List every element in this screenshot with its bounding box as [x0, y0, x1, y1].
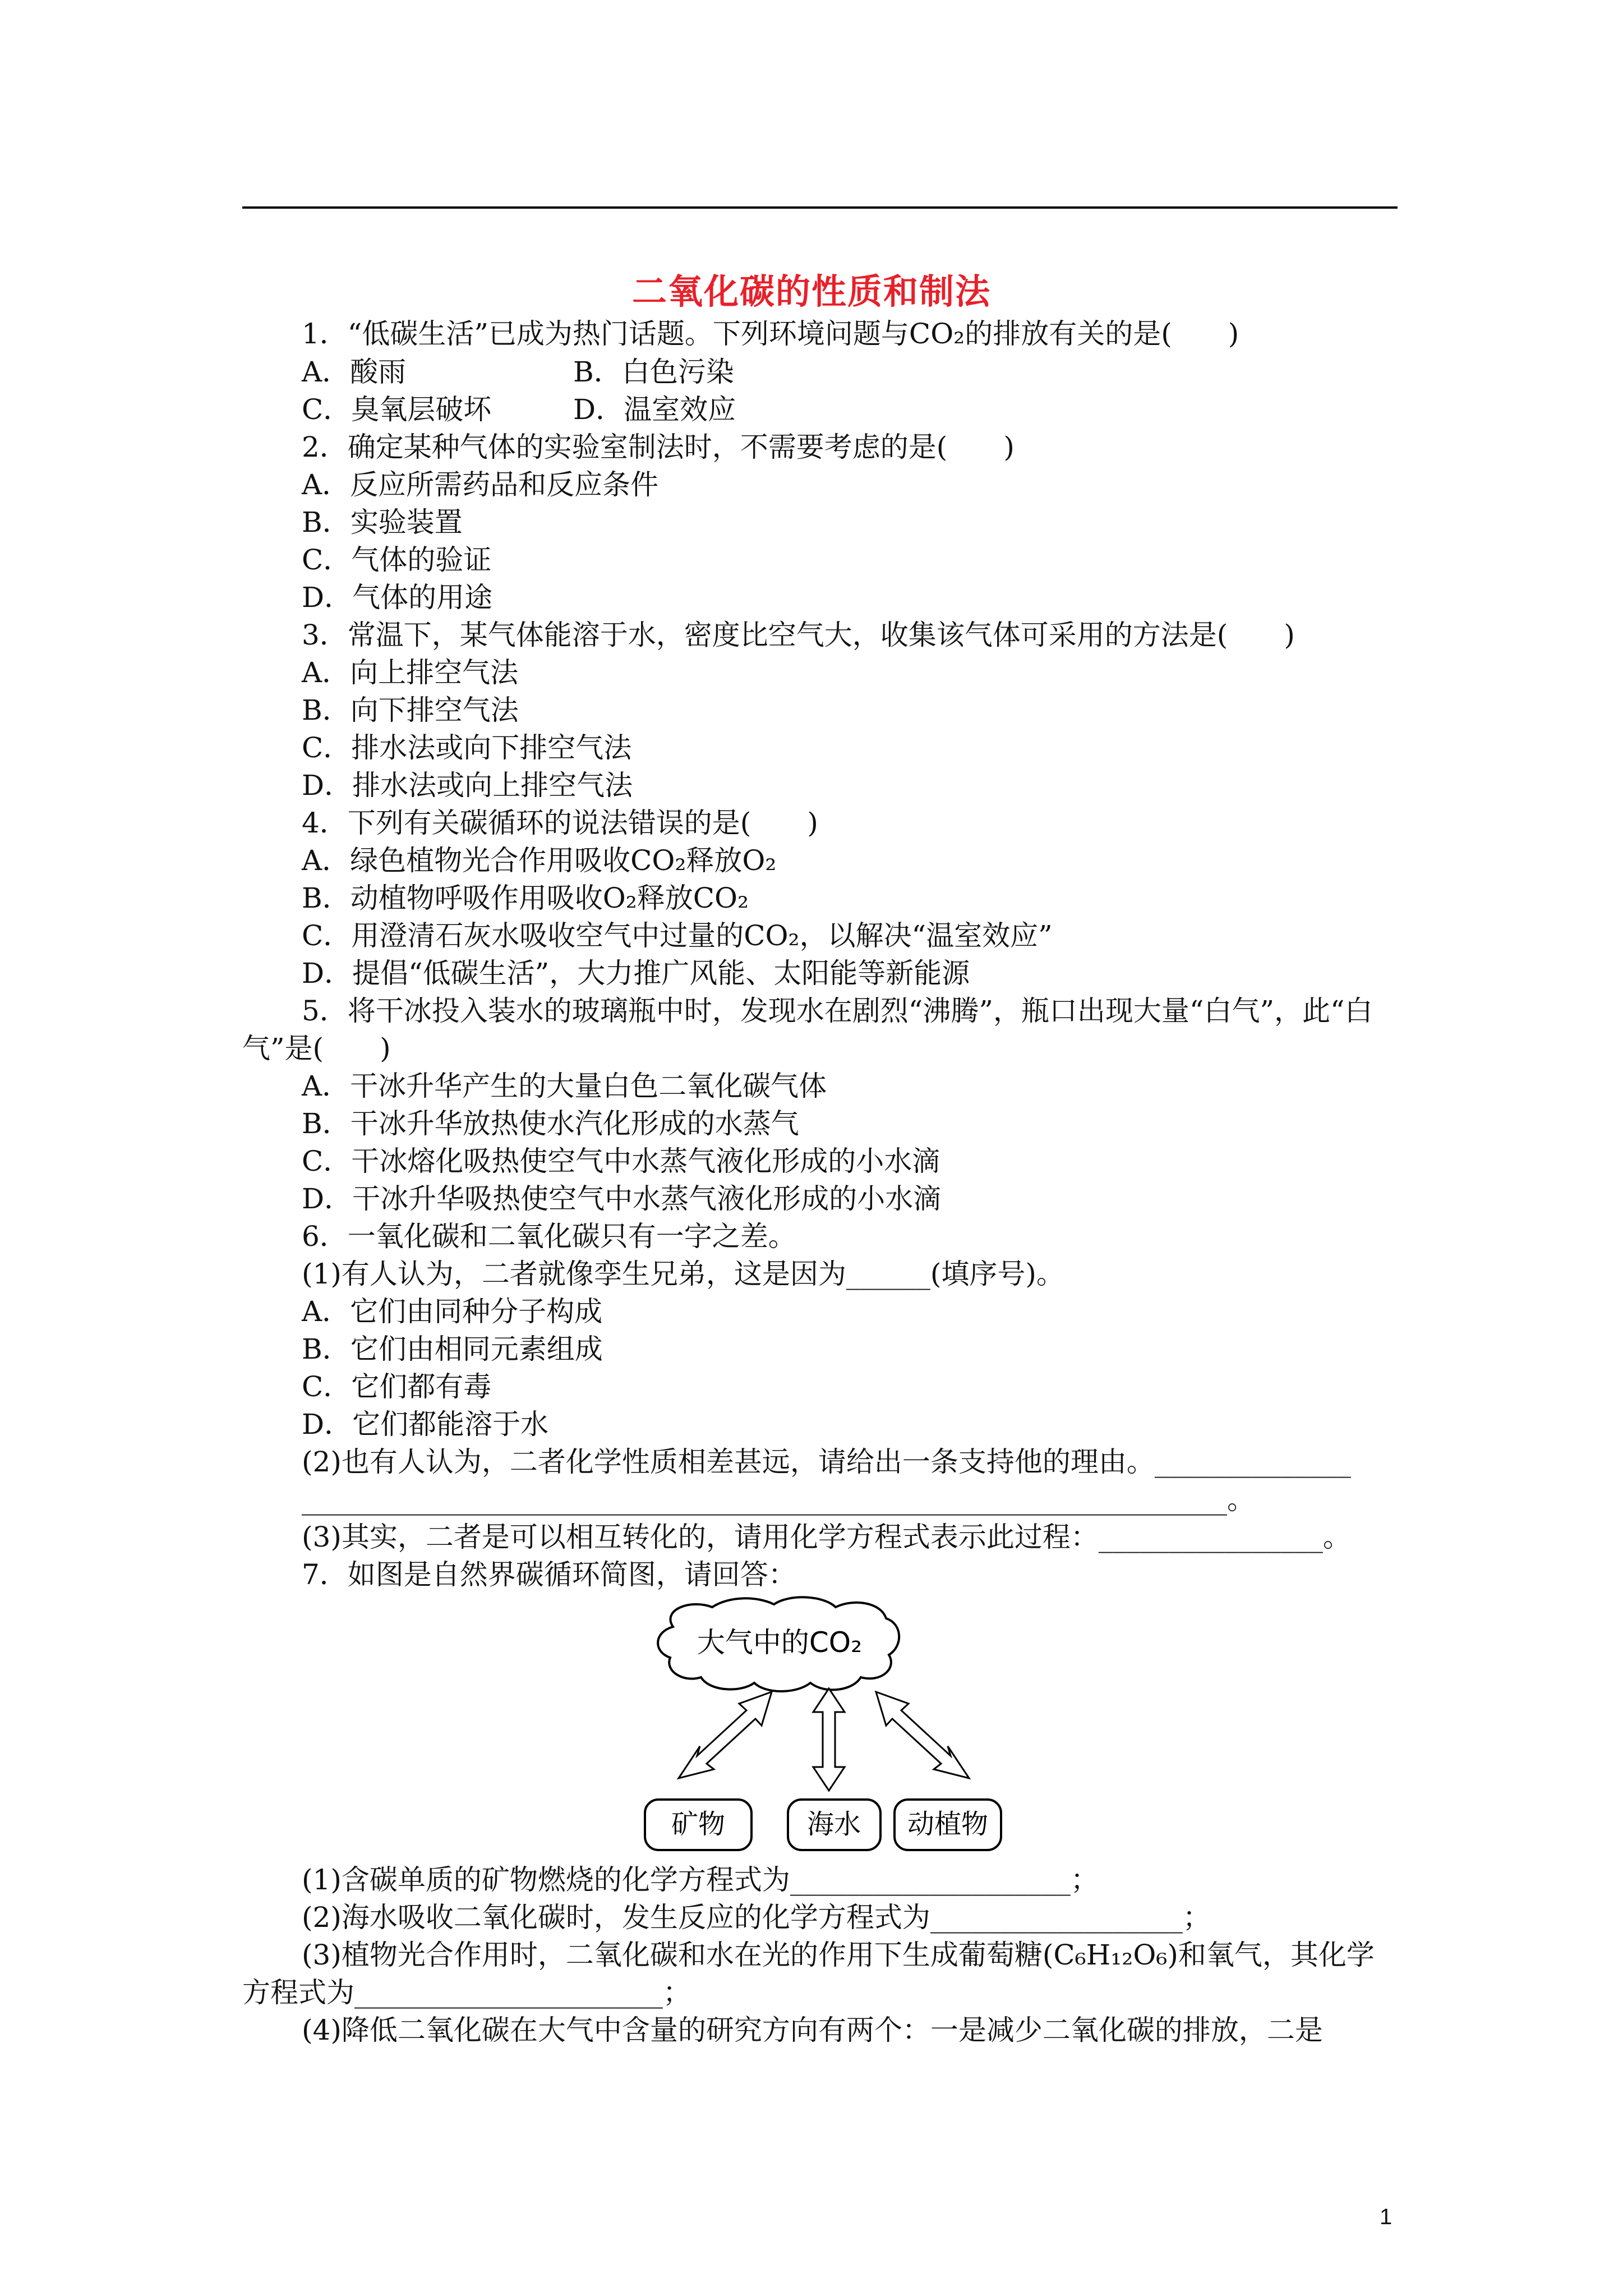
q7-part1: (1)含碳单质的矿物燃烧的化学方程式为____________________； [302, 1864, 1099, 1896]
page-title: 二氧化碳的性质和制法 [631, 271, 991, 312]
q7-stem: 7．如图是自然界碳循环简图，请回答： [302, 1558, 796, 1591]
q7-part2: (2)海水吸收二氧化碳时，发生反应的化学方程式为__________________； [302, 1901, 1211, 1934]
q1-option-a: A．酸雨 [302, 356, 407, 388]
q6-option-b: B．它们由相同元素组成 [302, 1333, 603, 1365]
q7-part3-cont: 方程式为______________________； [242, 1976, 691, 2009]
box-minerals-label: 矿物 [671, 1809, 726, 1840]
q3-option-d: D．排水法或向上排空气法 [302, 769, 633, 802]
q6-option-d: D．它们都能溶于水 [302, 1408, 549, 1441]
q4-stem: 4．下列有关碳循环的说法错误的是( ) [302, 807, 818, 839]
q5-stem-cont: 气”是( ) [242, 1032, 391, 1065]
q3-stem: 3．常温下，某气体能溶于水，密度比空气大，收集该气体可采用的方法是( ) [302, 619, 1295, 651]
q6-stem: 6．一氧化碳和二氧化碳只有一字之差。 [302, 1220, 796, 1253]
box-plants-animals-label: 动植物 [907, 1809, 989, 1840]
q5-option-a: A．干冰升华产生的大量白色二氧化碳气体 [302, 1070, 827, 1102]
q1-option-c: C．臭氧层破坏 [302, 393, 492, 426]
q5-stem: 5．将干冰投入装水的玻璃瓶中时，发现水在剧烈“沸腾”，瓶口出现大量“白气”，此“白 [302, 995, 1373, 1027]
q5-option-b: B．干冰升华放热使水汽化形成的水蒸气 [302, 1107, 799, 1140]
header-rule [242, 206, 1398, 209]
q5-option-d: D．干冰升华吸热使空气中水蒸气液化形成的小水滴 [302, 1182, 942, 1215]
q1-option-d: D．温室效应 [573, 393, 736, 426]
q7-part4: (4)降低二氧化碳在大气中含量的研究方向有两个：一是减少二氧化碳的排放，二是 [302, 2014, 1323, 2046]
q4-option-c: C．用澄清石灰水吸收空气中过量的CO₂，以解决“温室效应” [302, 919, 1053, 952]
q6-part2-blank: __________________________________________________________________。 [302, 1483, 1255, 1516]
q6-option-c: C．它们都有毒 [302, 1370, 492, 1403]
q3-option-b: B．向下排空气法 [302, 694, 519, 726]
q7-part3: (3)植物光合作用时，二氧化碳和水在光的作用下生成葡萄糖(C₆H₁₂O₆)和氧气，其化学 [302, 1939, 1375, 1971]
q3-option-a: A．向上排空气法 [302, 656, 519, 689]
arrow-left [679, 1692, 772, 1778]
q4-option-a: A．绿色植物光合作用吸收CO₂释放O₂ [302, 844, 777, 877]
q2-option-d: D．气体的用途 [302, 581, 493, 614]
q4-option-b: B．动植物呼吸作用吸收O₂释放CO₂ [302, 882, 749, 914]
q1-stem: 1．“低碳生活”已成为热门话题。下列环境问题与CO₂的排放有关的是( ) [302, 318, 1239, 350]
q2-option-c: C．气体的验证 [302, 544, 492, 576]
q2-option-a: A．反应所需药品和反应条件 [302, 468, 659, 501]
q6-part2: (2)也有人认为，二者化学性质相差甚远，请给出一条支持他的理由。______________ [302, 1446, 1351, 1478]
arrow-middle [813, 1688, 845, 1791]
q1-option-b: B．白色污染 [573, 356, 734, 388]
q4-option-d: D．提倡“低碳生活”，大力推广风能、太阳能等新能源 [302, 957, 970, 990]
q6-part1: (1)有人认为，二者就像孪生兄弟，这是因为______(填序号)。 [302, 1258, 1064, 1290]
q6-option-a: A．它们由同种分子构成 [302, 1295, 603, 1328]
arrow-right [876, 1692, 969, 1778]
page-number: 1 [1380, 2205, 1393, 2229]
q3-option-c: C．排水法或向下排空气法 [302, 731, 632, 764]
box-seawater-label: 海水 [806, 1809, 861, 1840]
q2-option-b: B．实验装置 [302, 506, 463, 539]
carbon-cycle-diagram [639, 1593, 1004, 1851]
q6-part3: (3)其实，二者是可以相互转化的，请用化学方程式表示此过程：________________。 [302, 1521, 1351, 1553]
q5-option-c: C．干冰熔化吸热使空气中水蒸气液化形成的小水滴 [302, 1145, 940, 1177]
cloud-label: 大气中的CO₂ [697, 1626, 863, 1659]
q2-stem: 2．确定某种气体的实验室制法时，不需要考虑的是( ) [302, 431, 1015, 463]
